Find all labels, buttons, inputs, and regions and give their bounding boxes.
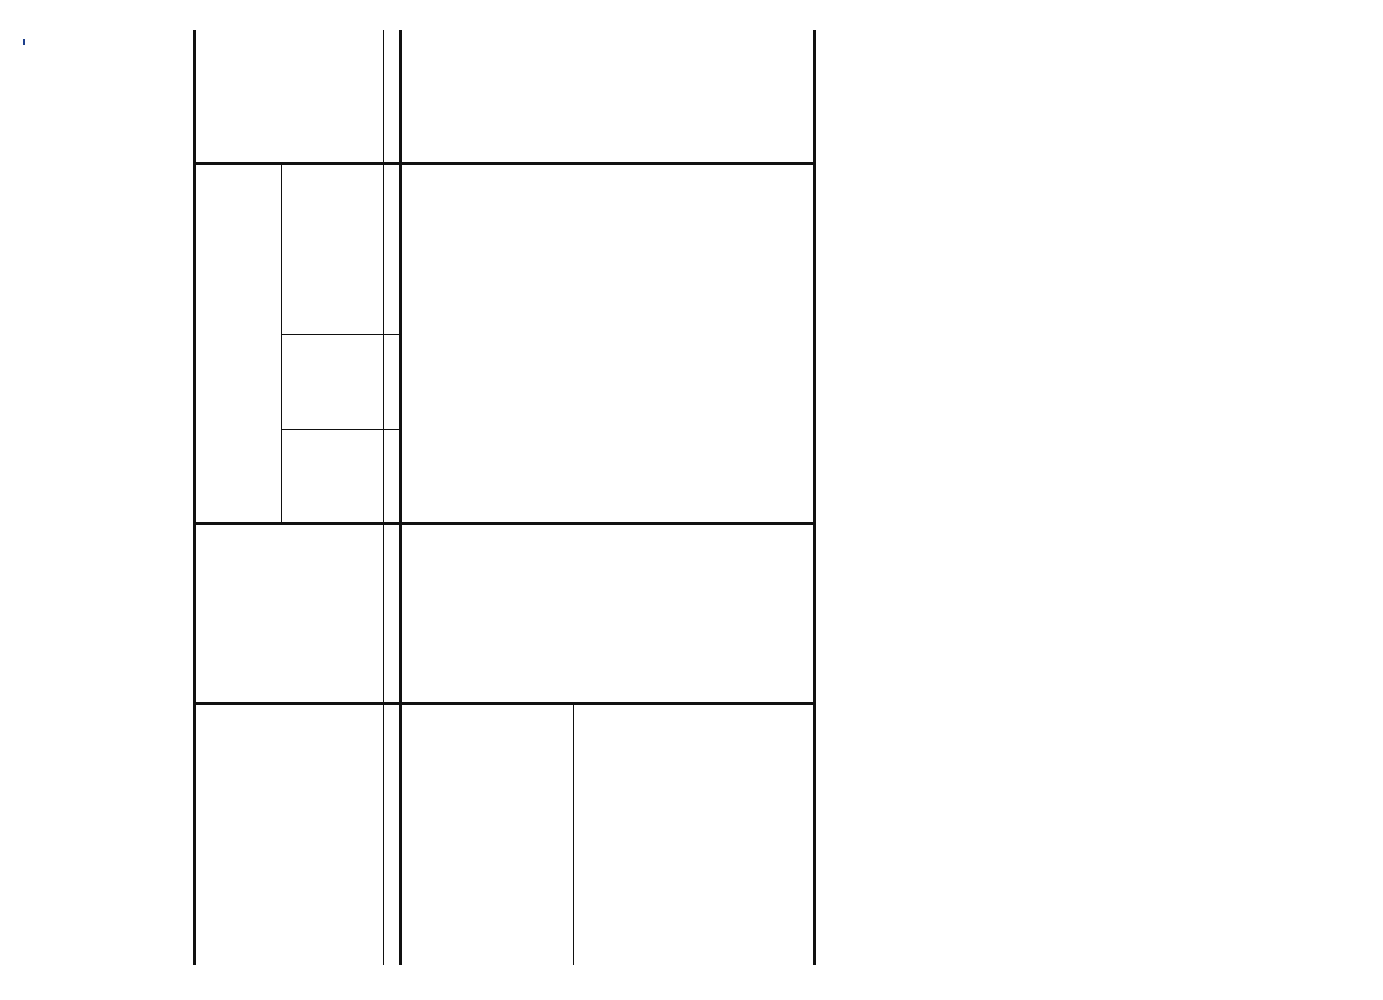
- table-top-rule: [193, 30, 196, 965]
- stellung-separator: [193, 702, 813, 705]
- section-c-top-rule: [813, 30, 816, 965]
- bezuege-separator: [193, 162, 813, 165]
- rotated-document-page: [15, 15, 1377, 985]
- dfg-logo: [23, 39, 25, 45]
- hoechst-separator: [281, 334, 399, 335]
- kontingent-rule: [573, 705, 574, 965]
- bezuege-sub-rule: [281, 165, 282, 525]
- column-number-rule: [383, 30, 384, 965]
- data-table: [193, 30, 979, 965]
- age-separator: [193, 522, 813, 525]
- page-header: [75, 35, 93, 965]
- header-bottom-rule: [399, 30, 402, 965]
- mindest-separator: [281, 429, 399, 430]
